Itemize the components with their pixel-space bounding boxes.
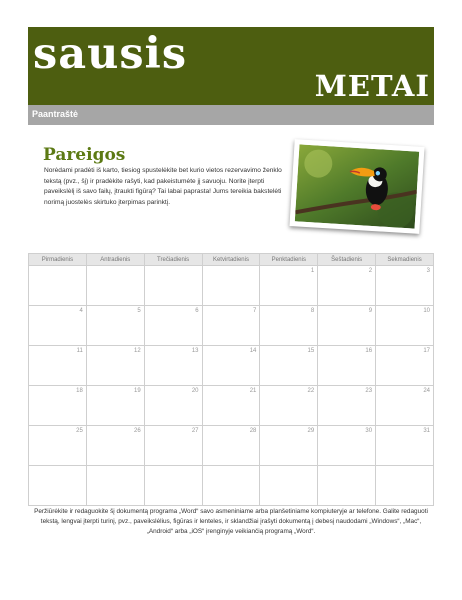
month-title[interactable]: sausis [33,29,188,79]
calendar-week-row [29,466,434,506]
subtitle-bar [28,105,434,125]
calendar-day-cell[interactable] [260,466,318,506]
weekday-header: Šeštadienis [318,254,376,266]
calendar-day-cell[interactable]: 4 [29,306,87,346]
calendar-day-cell[interactable]: 25 [29,426,87,466]
calendar-day-cell[interactable]: 12 [86,346,144,386]
intro-heading[interactable]: Pareigos [43,145,126,165]
calendar-day-cell[interactable]: 22 [260,386,318,426]
calendar-week-row [29,386,434,426]
calendar-day-cell[interactable]: 6 [144,306,202,346]
calendar-day-cell[interactable]: 2 [318,266,376,306]
calendar-day-cell[interactable]: 26 [86,426,144,466]
calendar-day-cell[interactable]: 1 [260,266,318,306]
calendar-day-cell[interactable]: 11 [29,346,87,386]
calendar-day-cell[interactable] [86,466,144,506]
calendar-day-cell[interactable]: 21 [202,386,260,426]
calendar-day-cell[interactable] [29,466,87,506]
calendar-day-cell[interactable]: 18 [29,386,87,426]
calendar-week-row [29,306,434,346]
weekday-header: Penktadienis [260,254,318,266]
calendar-day-cell[interactable] [318,466,376,506]
calendar-day-cell[interactable]: 17 [376,346,434,386]
calendar-week-row [29,426,434,466]
weekday-header: Sekmadienis [376,254,434,266]
calendar-week-row [29,266,434,306]
calendar-day-cell[interactable]: 13 [144,346,202,386]
subtitle-text[interactable]: Paantraštė [32,109,79,119]
intro-text[interactable]: Norėdami pradėti iš karto, tiesiog spustelėkite bet kurio vietos rezervavimo ženklo tekstą (pvz., šį) ir pradėkite rašyti, kad pakeistumėte jį savuoju. Norite įterpti paveikslėlį iš savo failų, įtraukti figūrą? Tai labai paprasta! Jums tereikia bakstelėti norimą juostelės skirtuko įterpimas parinktį. [44,167,282,206]
calendar-day-cell[interactable]: 16 [318,346,376,386]
calendar-day-cell[interactable]: 10 [376,306,434,346]
weekday-header-row [29,254,434,266]
calendar-day-cell[interactable]: 19 [86,386,144,426]
calendar-day-cell[interactable]: 14 [202,346,260,386]
calendar-day-cell[interactable] [202,466,260,506]
calendar-day-cell[interactable]: 5 [86,306,144,346]
calendar-day-cell[interactable]: 28 [202,426,260,466]
calendar-day-cell[interactable]: 3 [376,266,434,306]
calendar-day-cell[interactable] [144,266,202,306]
calendar-day-cell[interactable]: 27 [144,426,202,466]
toucan-image [295,144,419,228]
calendar-day-cell[interactable]: 23 [318,386,376,426]
weekday-header: Ketvirtadienis [202,254,260,266]
calendar-day-cell[interactable]: 31 [376,426,434,466]
calendar-day-cell[interactable]: 29 [260,426,318,466]
calendar-day-cell[interactable]: 9 [318,306,376,346]
weekday-header: Trečiadienis [144,254,202,266]
footer-text[interactable]: Peržiūrėkite ir redaguokite šį dokumentą programa „Word“ savo asmeniniame arba planšetiniame kompiuteryje ar telefone. Galite redaguoti tekstą, lengvai įterpti turinį, pvz., paveikslėlius, figūras ir lenteles, ir sklandžiai įrašyti dokumentą į debesį naudodami „Windows“, „Mac“, „Android“ arba „iOS“ įrenginyje veikiančią programą „Word“. [34,508,428,535]
calendar-day-cell[interactable]: 24 [376,386,434,426]
calendar-day-cell[interactable] [29,266,87,306]
weekday-header: Antradienis [86,254,144,266]
calendar-day-cell[interactable] [202,266,260,306]
calendar-grid [28,253,434,506]
weekday-header: Pirmadienis [29,254,87,266]
title-banner [28,27,434,105]
calendar-week-row [29,346,434,386]
calendar-day-cell[interactable] [376,466,434,506]
calendar-day-cell[interactable]: 20 [144,386,202,426]
calendar-day-cell[interactable]: 30 [318,426,376,466]
calendar-day-cell[interactable] [86,266,144,306]
calendar-day-cell[interactable]: 8 [260,306,318,346]
toucan-photo[interactable] [289,139,424,234]
calendar-day-cell[interactable] [144,466,202,506]
calendar-day-cell[interactable]: 15 [260,346,318,386]
year-title[interactable]: METAI [314,69,430,103]
calendar-day-cell[interactable]: 7 [202,306,260,346]
